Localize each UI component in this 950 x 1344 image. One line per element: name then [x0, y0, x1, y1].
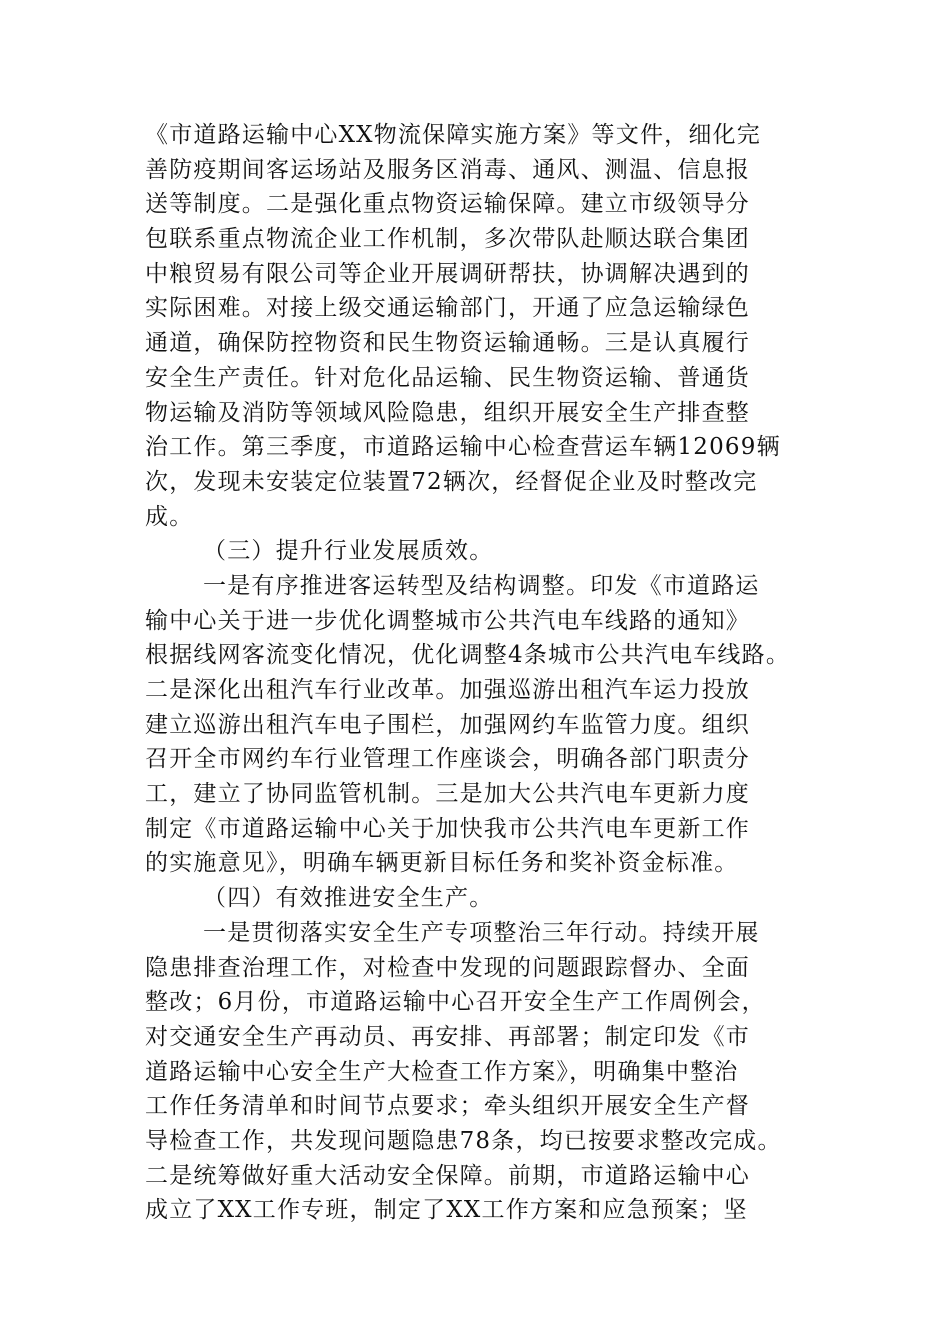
text-line: 二是深化出租汽车行业改革。加强巡游出租汽车运力投放 [145, 677, 750, 703]
text-line: 送等制度。二是强化重点物资运输保障。建立市级领导分 [145, 191, 750, 218]
text-line: 制定《市道路运输中心关于加快我市公共汽电车更新工作 [145, 815, 750, 842]
paragraph-start: 一是贯彻落实安全生产专项整治三年行动。持续开展 [203, 919, 760, 946]
text-line: 《市道路运输中心XX物流保障实施方案》等文件，细化完 [145, 122, 761, 148]
text-line: 善防疫期间客运场站及服务区消毒、通风、测温、信息报 [145, 156, 750, 183]
text-line: 整改；6月份，市道路运输中心召开安全生产工作周例会， [145, 989, 766, 1016]
text-line: 安全生产责任。针对危化品运输、民生物资运输、普通货 [145, 364, 750, 391]
text-line: 建立巡游出租汽车电子围栏，加强网约车监管力度。组织 [145, 711, 750, 738]
section-heading: （四）有效推进安全生产。 [203, 885, 494, 912]
section-heading: （三）提升行业发展质效。 [203, 538, 494, 565]
text-line: 道路运输中心安全生产大检查工作方案》，明确集中整治 [145, 1058, 739, 1085]
text-line: 成。 [145, 503, 194, 530]
text-line: 二是统筹做好重大活动安全保障。前期，市道路运输中心 [145, 1162, 750, 1189]
text-line: 包联系重点物流企业工作机制，多次带队赴顺达联合集团 [145, 226, 750, 253]
text-line: 对交通安全生产再动员、再安排、再部署；制定印发《市 [145, 1023, 750, 1050]
text-line: 导检查工作，共发现问题隐患78条，均已按要求整改完成。 [145, 1127, 782, 1154]
text-line: 物运输及消防等领域风险隐患，组织开展安全生产排查整 [145, 399, 750, 426]
text-line: 工作任务清单和时间节点要求；牵头组织开展安全生产督 [145, 1093, 750, 1120]
text-line: 根据线网客流变化情况，优化调整4条城市公共汽电车线路。 [145, 642, 791, 669]
text-line: 治工作。第三季度，市道路运输中心检查营运车辆12069辆 [145, 434, 781, 461]
paragraph-start: 一是有序推进客运转型及结构调整。印发《市道路运 [203, 572, 760, 599]
document-body [145, 118, 809, 1228]
text-line: 工，建立了协同监管机制。三是加大公共汽电车更新力度 [145, 781, 750, 808]
text-line: 次，发现未安装定位装置72辆次，经督促企业及时整改完 [145, 468, 758, 495]
text-line: 的实施意见》，明确车辆更新目标任务和奖补资金标准。 [145, 850, 739, 877]
text-line: 通道，确保防控物资和民生物资运输通畅。三是认真履行 [145, 330, 750, 357]
text-line: 隐患排查治理工作，对检查中发现的问题跟踪督办、全面 [145, 954, 750, 981]
text-line: 中粮贸易有限公司等企业开展调研帮扶，协调解决遇到的 [145, 260, 750, 287]
text-line: 召开全市网约车行业管理工作座谈会，明确各部门职责分 [145, 746, 750, 773]
text-line: 成立了XX工作专班，制定了XX工作方案和应急预案；坚 [145, 1197, 748, 1224]
text-line: 输中心关于进一步优化调整城市公共汽电车线路的通知》 [145, 607, 750, 634]
text-line: 实际困难。对接上级交通运输部门，开通了应急运输绿色 [145, 295, 750, 322]
